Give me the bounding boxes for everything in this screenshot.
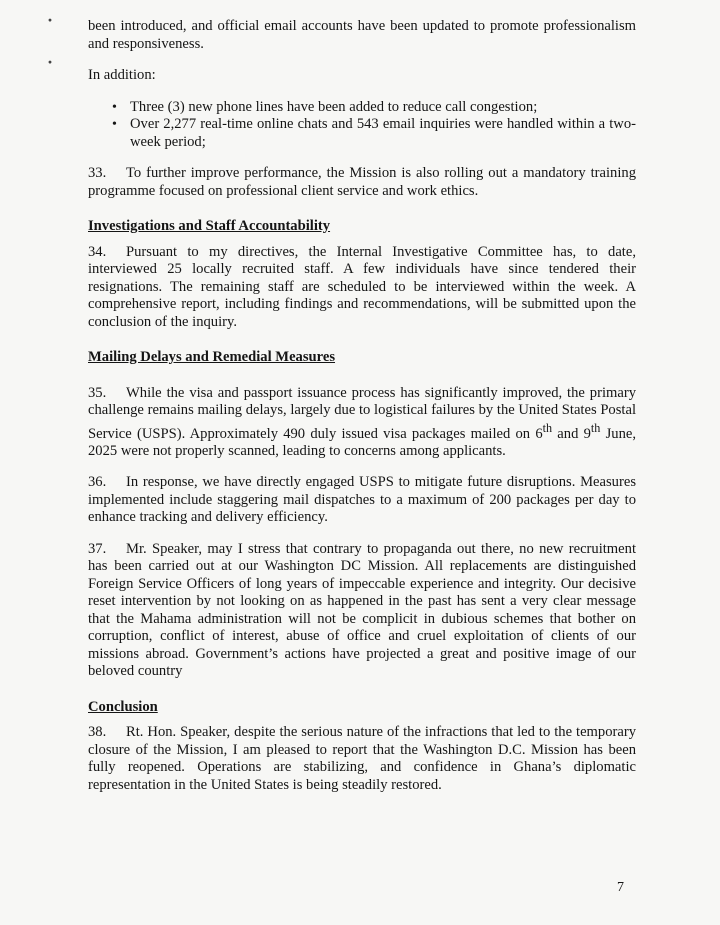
paragraph-37: 37. Mr. Speaker, may I stress that contrary to propaganda out there, no new recruitment has been carried out at our Washington DC Mission. All replacements are distinguished Foreign Service Officers of long years of impeccable experience and integrity. Our decisive reset intervention by not looking on as happened in the past has sent a very clear message that the Mahama administration will not be complicit in dubious schemes that bother on corruption, conflict of interest, abuse of office and cruel exploitation of clients of our missions abroad. Government’s actions have projected a great and positive image of our beloved country [88,540,636,680]
heading-conclusion: Conclusion [88,698,158,715]
intro-paragraph: been introduced, and official email accounts have been updated to promote professionalism and responsiveness. [88,18,636,52]
bullet-icon: • [112,99,117,115]
paragraph-38: 38. Rt. Hon. Speaker, despite the serious nature of the infractions that led to the temporary closure of the Mission, I am pleased to report that the Washington D.C. Mission has been fully reopened. Operations are stabilizing, and confidence in Ghana’s diplomatic representation in the United States is being steadily restored. [88,724,636,793]
paragraph-36: 36. In response, we have directly engaged USPS to mitigate future disruptions. Measures implemented include staggering mail dispatches to a maximum of 200 packages per day to enhance tracking and delivery efficiency. [88,474,636,526]
paragraph-34: 34. Pursuant to my directives, the Internal Investigative Committee has, to date, interviewed 25 locally recruited staff. A few individuals have since tendered their resignations. The remaining staff are scheduled to be interviewed within the week. A comprehensive report, including findings and recommendations, will be submitted upon the conclusion of the inquiry. [88,243,636,330]
bullet-list [88,99,636,152]
margin-dot-left: · [47,52,54,72]
page-content [88,18,636,794]
margin-dot-top: · [47,10,54,30]
heading-mailing: Mailing Delays and Remedial Measures [88,349,336,365]
heading-investigations: Investigations and Staff Accountability [88,218,331,234]
bullet-item: • Three (3) new phone lines have been added to reduce call congestion; [112,98,538,115]
addition-label: In addition: [88,67,156,83]
bullet-icon: • [112,117,117,132]
paragraph-33: 33. To further improve performance, the Mission is also rolling out a mandatory training programme focused on professional client service and work ethics. [88,165,636,199]
page-number: 7 [617,880,624,895]
bullet-item: • Over 2,277 real-time online chats and 543 email inquiries were handled within a two-week period; [112,116,636,150]
paragraph-35: 35. While the visa and passport issuance process has significantly improved, the primary challenge remains mailing delays, largely due to logistical failures by the United States Postal Service (USPS). Approximately 490 duly issued visa packages mailed on 6th and 9th June, 2025 were not properly scanned, leading to concerns among applicants. [88,384,636,459]
